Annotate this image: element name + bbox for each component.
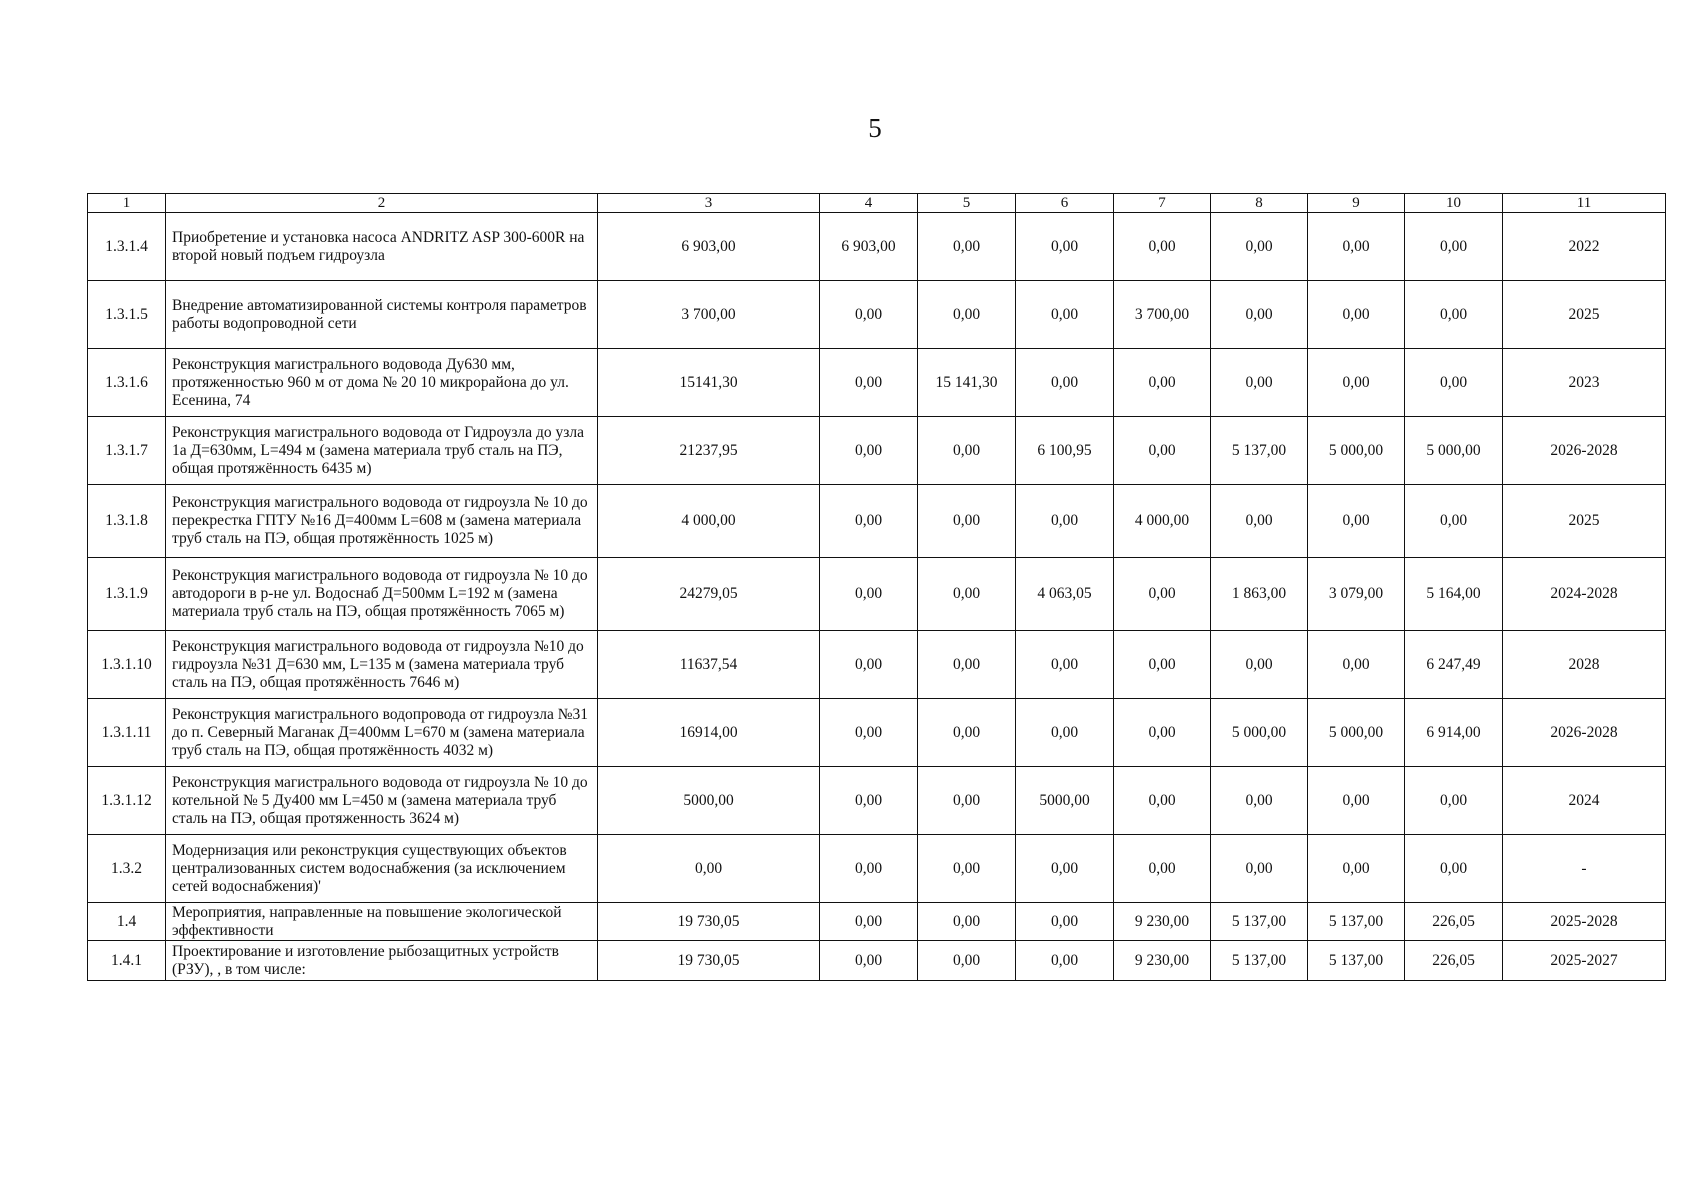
table-row xyxy=(88,485,1666,558)
period-cell: 2025 xyxy=(1503,281,1666,349)
value-cell: 0,00 xyxy=(820,835,918,903)
value-cell: 0,00 xyxy=(1016,349,1114,417)
value-cell: 0,00 xyxy=(1016,213,1114,281)
page-number: 5 xyxy=(868,113,882,143)
item-number: 1.3.1.7 xyxy=(88,417,166,485)
table-row xyxy=(88,835,1666,903)
value-cell: 0,00 xyxy=(1405,281,1503,349)
item-number: 1.3.1.9 xyxy=(88,558,166,631)
value-cell: 0,00 xyxy=(1016,699,1114,767)
value-cell: 6 100,95 xyxy=(1016,417,1114,485)
value-cell: 5000,00 xyxy=(1016,767,1114,835)
value-cell: 5 000,00 xyxy=(1308,699,1405,767)
value-cell: 0,00 xyxy=(820,699,918,767)
value-cell: 0,00 xyxy=(918,903,1016,941)
value-cell: 0,00 xyxy=(1016,485,1114,558)
value-cell: 4 000,00 xyxy=(1114,485,1211,558)
value-cell: 0,00 xyxy=(1016,835,1114,903)
value-cell: 5 000,00 xyxy=(1308,417,1405,485)
value-cell: 0,00 xyxy=(918,485,1016,558)
value-cell: 5 137,00 xyxy=(1308,941,1405,981)
value-cell: 9 230,00 xyxy=(1114,941,1211,981)
value-cell: 0,00 xyxy=(1308,281,1405,349)
value-cell: 0,00 xyxy=(820,349,918,417)
value-cell: 0,00 xyxy=(1211,349,1308,417)
value-cell: 5 000,00 xyxy=(1405,417,1503,485)
value-cell: 0,00 xyxy=(1211,835,1308,903)
item-name: Проектирование и изготовление рыбозащитных устройств (РЗУ), , в том числе: xyxy=(166,941,598,981)
value-cell: 0,00 xyxy=(1405,835,1503,903)
value-cell: 15141,30 xyxy=(598,349,820,417)
value-cell: 0,00 xyxy=(1114,349,1211,417)
value-cell: 0,00 xyxy=(820,941,918,981)
value-cell: 5 137,00 xyxy=(1211,903,1308,941)
item-name: Реконструкция магистрального водовода от гидроузла № 10 до перекрестка ГПТУ №16 Д=400мм L=608 м (замена материала труб сталь на ПЭ, общая протяжённость 1025 м) xyxy=(166,485,598,558)
period-cell: 2024-2028 xyxy=(1503,558,1666,631)
value-cell: 0,00 xyxy=(1114,417,1211,485)
value-cell: 0,00 xyxy=(1114,835,1211,903)
item-number: 1.3.1.5 xyxy=(88,281,166,349)
item-name: Реконструкция магистрального водовода от гидроузла №10 до гидроузла №31 Д=630 мм, L=135 м (замена материала труб сталь на ПЭ, общая протяжённость 7646 м) xyxy=(166,631,598,699)
value-cell: 0,00 xyxy=(1308,767,1405,835)
value-cell: 5 137,00 xyxy=(1308,903,1405,941)
value-cell: 0,00 xyxy=(1308,485,1405,558)
item-number: 1.3.1.11 xyxy=(88,699,166,767)
value-cell: 6 903,00 xyxy=(820,213,918,281)
item-name: Мероприятия, направленные на повышение экологической эффективности xyxy=(166,903,598,941)
value-cell: 0,00 xyxy=(1405,213,1503,281)
value-cell: 6 903,00 xyxy=(598,213,820,281)
value-cell: 0,00 xyxy=(820,485,918,558)
value-cell: 0,00 xyxy=(918,767,1016,835)
value-cell: 24279,05 xyxy=(598,558,820,631)
value-cell: 0,00 xyxy=(1308,349,1405,417)
period-cell: 2025-2028 xyxy=(1503,903,1666,941)
item-number: 1.4.1 xyxy=(88,941,166,981)
value-cell: 0,00 xyxy=(820,903,918,941)
value-cell: 0,00 xyxy=(1016,281,1114,349)
value-cell: 0,00 xyxy=(918,281,1016,349)
table-row xyxy=(88,631,1666,699)
value-cell: 0,00 xyxy=(918,417,1016,485)
value-cell: 0,00 xyxy=(1114,213,1211,281)
item-name: Реконструкция магистрального водовода от гидроузла № 10 до котельной № 5 Ду400 мм L=450 м (замена материала труб сталь на ПЭ, общая протяженность 3624 м) xyxy=(166,767,598,835)
item-name: Приобретение и установка насоса ANDRITZ ASP 300-600R на второй новый подъем гидроузла xyxy=(166,213,598,281)
item-name: Реконструкция магистрального водовода от Гидроузла до узла 1а Д=630мм, L=494 м (замена материала труб сталь на ПЭ, общая протяжённость 6435 м) xyxy=(166,417,598,485)
table-row xyxy=(88,417,1666,485)
item-name: Внедрение автоматизированной системы контроля параметров работы водопроводной сети xyxy=(166,281,598,349)
item-number: 1.3.1.6 xyxy=(88,349,166,417)
value-cell: 226,05 xyxy=(1405,903,1503,941)
item-name: Реконструкция магистрального водовода от гидроузла № 10 до автодороги в р-не ул. Водоснаб Д=500мм L=192 м (замена материала труб сталь на ПЭ, общая протяжённость 7065 м) xyxy=(166,558,598,631)
period-cell: 2022 xyxy=(1503,213,1666,281)
value-cell: 0,00 xyxy=(820,558,918,631)
column-header: 7 xyxy=(1114,194,1211,213)
value-cell: 0,00 xyxy=(918,558,1016,631)
value-cell: 0,00 xyxy=(918,213,1016,281)
value-cell: 0,00 xyxy=(918,835,1016,903)
value-cell: 0,00 xyxy=(820,767,918,835)
column-number-row xyxy=(88,194,1666,213)
value-cell: 0,00 xyxy=(1211,213,1308,281)
value-cell: 0,00 xyxy=(1114,631,1211,699)
value-cell: 0,00 xyxy=(1308,835,1405,903)
column-header: 10 xyxy=(1405,194,1503,213)
value-cell: 0,00 xyxy=(820,281,918,349)
value-cell: 0,00 xyxy=(1405,485,1503,558)
value-cell: 0,00 xyxy=(820,417,918,485)
value-cell: 0,00 xyxy=(1211,485,1308,558)
value-cell: 0,00 xyxy=(918,631,1016,699)
table-row xyxy=(88,699,1666,767)
value-cell: 0,00 xyxy=(1308,213,1405,281)
table-row xyxy=(88,903,1666,941)
value-cell: 0,00 xyxy=(598,835,820,903)
period-cell: 2025-2027 xyxy=(1503,941,1666,981)
item-name: Реконструкция магистрального водовода Ду630 мм, протяженностью 960 м от дома № 20 10 микрорайона до ул. Есенина, 74 xyxy=(166,349,598,417)
value-cell: 4 000,00 xyxy=(598,485,820,558)
value-cell: 5 000,00 xyxy=(1211,699,1308,767)
column-header: 4 xyxy=(820,194,918,213)
value-cell: 15 141,30 xyxy=(918,349,1016,417)
value-cell: 4 063,05 xyxy=(1016,558,1114,631)
column-header: 1 xyxy=(88,194,166,213)
table-row xyxy=(88,281,1666,349)
value-cell: 1 863,00 xyxy=(1211,558,1308,631)
table-row xyxy=(88,767,1666,835)
period-cell: 2028 xyxy=(1503,631,1666,699)
value-cell: 226,05 xyxy=(1405,941,1503,981)
value-cell: 5 164,00 xyxy=(1405,558,1503,631)
period-cell: 2026-2028 xyxy=(1503,417,1666,485)
table-row xyxy=(88,213,1666,281)
investment-table xyxy=(87,193,1666,981)
value-cell: 21237,95 xyxy=(598,417,820,485)
value-cell: 0,00 xyxy=(1211,281,1308,349)
column-header: 2 xyxy=(166,194,598,213)
value-cell: 6 914,00 xyxy=(1405,699,1503,767)
value-cell: 0,00 xyxy=(1114,699,1211,767)
period-cell: 2023 xyxy=(1503,349,1666,417)
value-cell: 5000,00 xyxy=(598,767,820,835)
table-row xyxy=(88,349,1666,417)
item-number: 1.4 xyxy=(88,903,166,941)
item-number: 1.3.1.8 xyxy=(88,485,166,558)
column-header: 6 xyxy=(1016,194,1114,213)
value-cell: 0,00 xyxy=(820,631,918,699)
item-number: 1.3.1.4 xyxy=(88,213,166,281)
value-cell: 0,00 xyxy=(1405,767,1503,835)
table-row xyxy=(88,558,1666,631)
value-cell: 0,00 xyxy=(1016,631,1114,699)
period-cell: - xyxy=(1503,835,1666,903)
value-cell: 0,00 xyxy=(1114,767,1211,835)
value-cell: 19 730,05 xyxy=(598,903,820,941)
value-cell: 0,00 xyxy=(1211,767,1308,835)
period-cell: 2025 xyxy=(1503,485,1666,558)
value-cell: 5 137,00 xyxy=(1211,941,1308,981)
value-cell: 9 230,00 xyxy=(1114,903,1211,941)
value-cell: 0,00 xyxy=(1308,631,1405,699)
item-number: 1.3.1.10 xyxy=(88,631,166,699)
column-header: 3 xyxy=(598,194,820,213)
item-number: 1.3.2 xyxy=(88,835,166,903)
item-name: Реконструкция магистрального водопровода от гидроузла №31 до п. Северный Маганак Д=400мм L=670 м (замена материала труб сталь на ПЭ, общая протяжённость 4032 м) xyxy=(166,699,598,767)
column-header: 9 xyxy=(1308,194,1405,213)
value-cell: 0,00 xyxy=(1114,558,1211,631)
value-cell: 0,00 xyxy=(918,699,1016,767)
column-header: 11 xyxy=(1503,194,1666,213)
value-cell: 3 700,00 xyxy=(1114,281,1211,349)
period-cell: 2026-2028 xyxy=(1503,699,1666,767)
value-cell: 0,00 xyxy=(918,941,1016,981)
value-cell: 0,00 xyxy=(1016,903,1114,941)
item-number: 1.3.1.12 xyxy=(88,767,166,835)
column-header: 5 xyxy=(918,194,1016,213)
value-cell: 6 247,49 xyxy=(1405,631,1503,699)
value-cell: 11637,54 xyxy=(598,631,820,699)
item-name: Модернизация или реконструкция существующих объектов централизованных систем водоснабжения (за исключением сетей водоснабжения)' xyxy=(166,835,598,903)
period-cell: 2024 xyxy=(1503,767,1666,835)
value-cell: 0,00 xyxy=(1016,941,1114,981)
value-cell: 0,00 xyxy=(1405,349,1503,417)
value-cell: 0,00 xyxy=(1211,631,1308,699)
value-cell: 19 730,05 xyxy=(598,941,820,981)
value-cell: 3 079,00 xyxy=(1308,558,1405,631)
value-cell: 5 137,00 xyxy=(1211,417,1308,485)
value-cell: 16914,00 xyxy=(598,699,820,767)
column-header: 8 xyxy=(1211,194,1308,213)
table-row xyxy=(88,941,1666,981)
value-cell: 3 700,00 xyxy=(598,281,820,349)
